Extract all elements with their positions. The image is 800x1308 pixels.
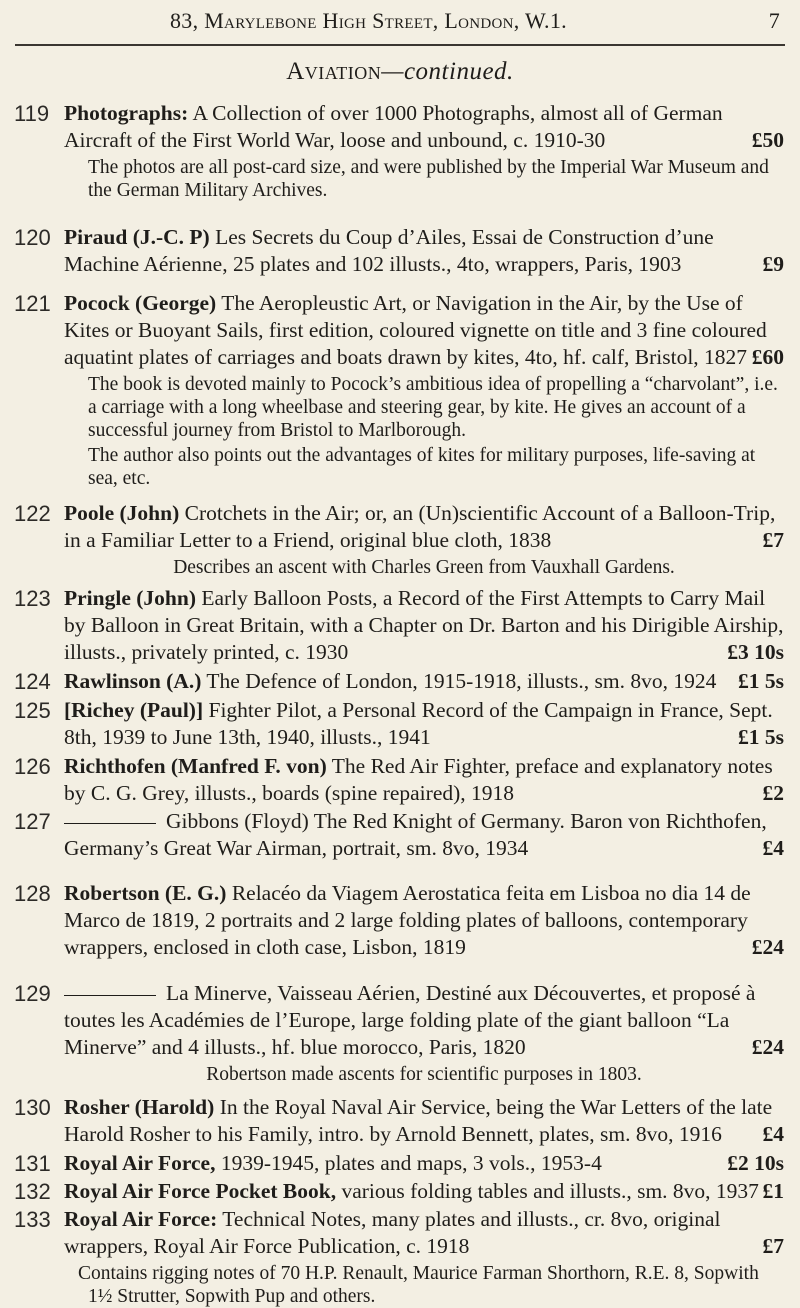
- entry-text: The Defence of London, 1915-1918, illusts., sm. 8vo, 1924: [206, 669, 717, 693]
- entry-description: [64, 753, 784, 807]
- entry-author: Poole (John): [64, 501, 180, 525]
- catalogue-entry: [0, 880, 800, 961]
- entry-description: [64, 880, 784, 961]
- entry-number: 126: [14, 754, 51, 779]
- entry-description: [64, 808, 784, 862]
- entry-price: £24: [751, 1035, 784, 1059]
- page-number: 7: [768, 8, 780, 33]
- entry-note: Robertson made ascents for scientific purposes in 1803.: [206, 1064, 642, 1085]
- entry-description: [64, 224, 784, 278]
- entry-price: £1: [762, 1179, 784, 1203]
- entry-description: [64, 668, 784, 695]
- catalogue-entry: [0, 585, 800, 666]
- catalogue-entry: [0, 500, 800, 579]
- entry-price: £2: [762, 781, 784, 805]
- entry-text: Crotchets in the Air; or, an (Un)scientific Account of a Balloon-Trip, in a Familiar Letter to a Friend, original blue cloth, 1838: [64, 501, 776, 552]
- entry-price: £2 10s: [727, 1151, 784, 1175]
- entry-text: La Minerve, Vaisseau Aérien, Destiné aux Découvertes, et proposé à toutes les Académies de l’Europe, large folding plate of the giant balloon “La Minerve” and 4 illusts., hf. blue morocco, Paris, 1820: [64, 981, 756, 1059]
- catalogue-entry: [0, 224, 800, 278]
- catalogue-entry: [0, 1206, 800, 1308]
- entry-author: [Richey (Paul)]: [64, 698, 204, 722]
- entry-number: 131: [14, 1151, 51, 1176]
- catalogue-entry: [0, 753, 800, 807]
- entry-price: £1 5s: [738, 725, 784, 749]
- entry-note: Contains rigging notes of 70 H.P. Renault, Maurice Farman Shorthorn, R.E. 8, Sopwith 1½ Strutter, Sopwith Pup and others.: [78, 1263, 759, 1307]
- header-rule: [15, 44, 785, 46]
- entry-price: £24: [751, 935, 784, 959]
- entry-number: 119: [14, 101, 50, 126]
- section-title: [0, 58, 800, 86]
- entry-text: Les Secrets du Coup d’Ailes, Essai de Construction d’une Machine Aérienne, 25 plates and 102 illusts., 4to, wrappers, Paris, 1903: [64, 225, 714, 276]
- catalogue-entry: [0, 668, 800, 695]
- catalogue-entry: [0, 1178, 800, 1205]
- entry-note: The book is devoted mainly to Pocock’s ambitious idea of propelling a “charvolant”, i.e. a carriage with a long wheelbase and steering gear, by kite. He gives an account of a successful journey from Bristol to Marlborough.: [88, 374, 778, 441]
- entry-number: 125: [14, 698, 51, 723]
- entry-price: £9: [762, 252, 784, 276]
- entry-text: In the Royal Naval Air Service, being the War Letters of the late Harold Rosher to his Family, intro. by Arnold Bennett, plates, sm. 8vo, 1916: [64, 1095, 773, 1146]
- entry-author: Rosher (Harold): [64, 1095, 215, 1119]
- entry-author: Richthofen (Manfred F. von): [64, 754, 327, 778]
- entry-number: 132: [14, 1179, 51, 1204]
- entry-text: Fighter Pilot, a Personal Record of the Campaign in France, Sept. 8th, 1939 to June 13th, 1940, illusts., 1941: [64, 698, 773, 749]
- entry-author: Piraud (J.-C. P): [64, 225, 210, 249]
- catalogue-entry: [0, 980, 800, 1086]
- entry-price: £4: [762, 1122, 784, 1146]
- entry-number: 123: [14, 586, 51, 611]
- entry-price: £4: [762, 836, 784, 860]
- catalogue-entry: [0, 1094, 800, 1148]
- entry-text: The Red Air Fighter, preface and explanatory notes by C. G. Grey, illusts., boards (spine repaired), 1918: [64, 754, 773, 805]
- entry-author: Pocock (George): [64, 291, 217, 315]
- entry-description: [64, 1094, 784, 1148]
- entry-number: 129: [14, 981, 51, 1006]
- section-title-main: Aviation: [286, 58, 382, 85]
- entry-text: A Collection of over 1000 Photographs, almost all of German Aircraft of the First World War, loose and unbound, c. 1910-30: [64, 101, 723, 152]
- entry-number: 122: [14, 501, 51, 526]
- catalogue-entry: [0, 1150, 800, 1177]
- entry-text: 1939-1945, plates and maps, 3 vols., 1953-4: [220, 1151, 602, 1175]
- catalogue-entry: [0, 100, 800, 202]
- entry-description: [64, 100, 784, 154]
- entry-text: Gibbons (Floyd) The Red Knight of Germany. Baron von Richthofen, Germany’s Great War Airman, portrait, sm. 8vo, 1934: [64, 809, 767, 860]
- entry-author: Robertson (E. G.): [64, 881, 227, 905]
- entry-note: Describes an ascent with Charles Green from Vauxhall Gardens.: [173, 557, 675, 578]
- entry-description: [64, 1206, 784, 1260]
- entry-price: £3 10s: [727, 640, 784, 664]
- entry-description: [64, 500, 784, 554]
- entry-description: [64, 1178, 784, 1205]
- entry-description: [64, 1150, 784, 1177]
- entry-number: 127: [14, 809, 51, 834]
- entry-description: [64, 585, 784, 666]
- entry-price: £7: [762, 1234, 784, 1258]
- catalogue-entry: [0, 808, 800, 862]
- entry-text: various folding tables and illusts., sm. 8vo, 1937: [341, 1179, 759, 1203]
- section-title-continued: —continued.: [381, 58, 514, 85]
- entry-number: 121: [14, 291, 51, 316]
- entry-text: Relacéo da Viagem Aerostatica feita em Lisboa no dia 14 de Marco de 1819, 2 portraits and 2 large folding plates of balloons, contemporary wrappers, enclosed in cloth case, Lisbon, 1819: [64, 881, 751, 959]
- entry-text: The Aeropleustic Art, or Navigation in the Air, by the Use of Kites or Buoyant Sails, first edition, coloured vignette on title and 3 fine coloured aquatint plates of carriages and boats drawn by kites, 4to, hf. calf, Bristol, 1827: [64, 291, 767, 369]
- entry-author: Royal Air Force Pocket Book,: [64, 1179, 337, 1203]
- ditto-dash: [64, 995, 156, 996]
- entry-author: Rawlinson (A.): [64, 669, 202, 693]
- entry-author: Pringle (John): [64, 586, 196, 610]
- entry-number: 130: [14, 1095, 51, 1120]
- entry-price: £60: [751, 345, 784, 369]
- entry-number: 128: [14, 881, 51, 906]
- catalogue-entry: [0, 290, 800, 490]
- entry-text: Early Balloon Posts, a Record of the First Attempts to Carry Mail by Balloon in Great Britain, with a Chapter on Dr. Barton and his Dirigible Airship, illusts., privately printed, c. 1930: [64, 586, 784, 664]
- entry-number: 133: [14, 1207, 51, 1232]
- entry-price: £50: [751, 128, 784, 152]
- entry-note: The photos are all post-card size, and were published by the Imperial War Museum and the German Military Archives.: [88, 157, 769, 201]
- entry-price: £7: [762, 528, 784, 552]
- entry-number: 120: [14, 225, 51, 250]
- entry-author: Photographs:: [64, 101, 189, 125]
- header-address: 83, Marylebone High Street, London, W.1.: [170, 8, 567, 33]
- ditto-dash: [64, 823, 156, 824]
- catalogue-entry: [0, 697, 800, 751]
- entry-description: [64, 697, 784, 751]
- entry-price: £1 5s: [738, 669, 784, 693]
- entry-note: The author also points out the advantages of kites for military purposes, life-saving at sea, etc.: [88, 445, 756, 489]
- entry-description: [64, 980, 784, 1061]
- entry-author: Royal Air Force:: [64, 1207, 218, 1231]
- entry-number: 124: [14, 669, 51, 694]
- entry-text: Technical Notes, many plates and illusts., cr. 8vo, original wrappers, Royal Air Force Publication, c. 1918: [64, 1207, 721, 1258]
- entry-author: Royal Air Force,: [64, 1151, 216, 1175]
- entry-description: [64, 290, 784, 371]
